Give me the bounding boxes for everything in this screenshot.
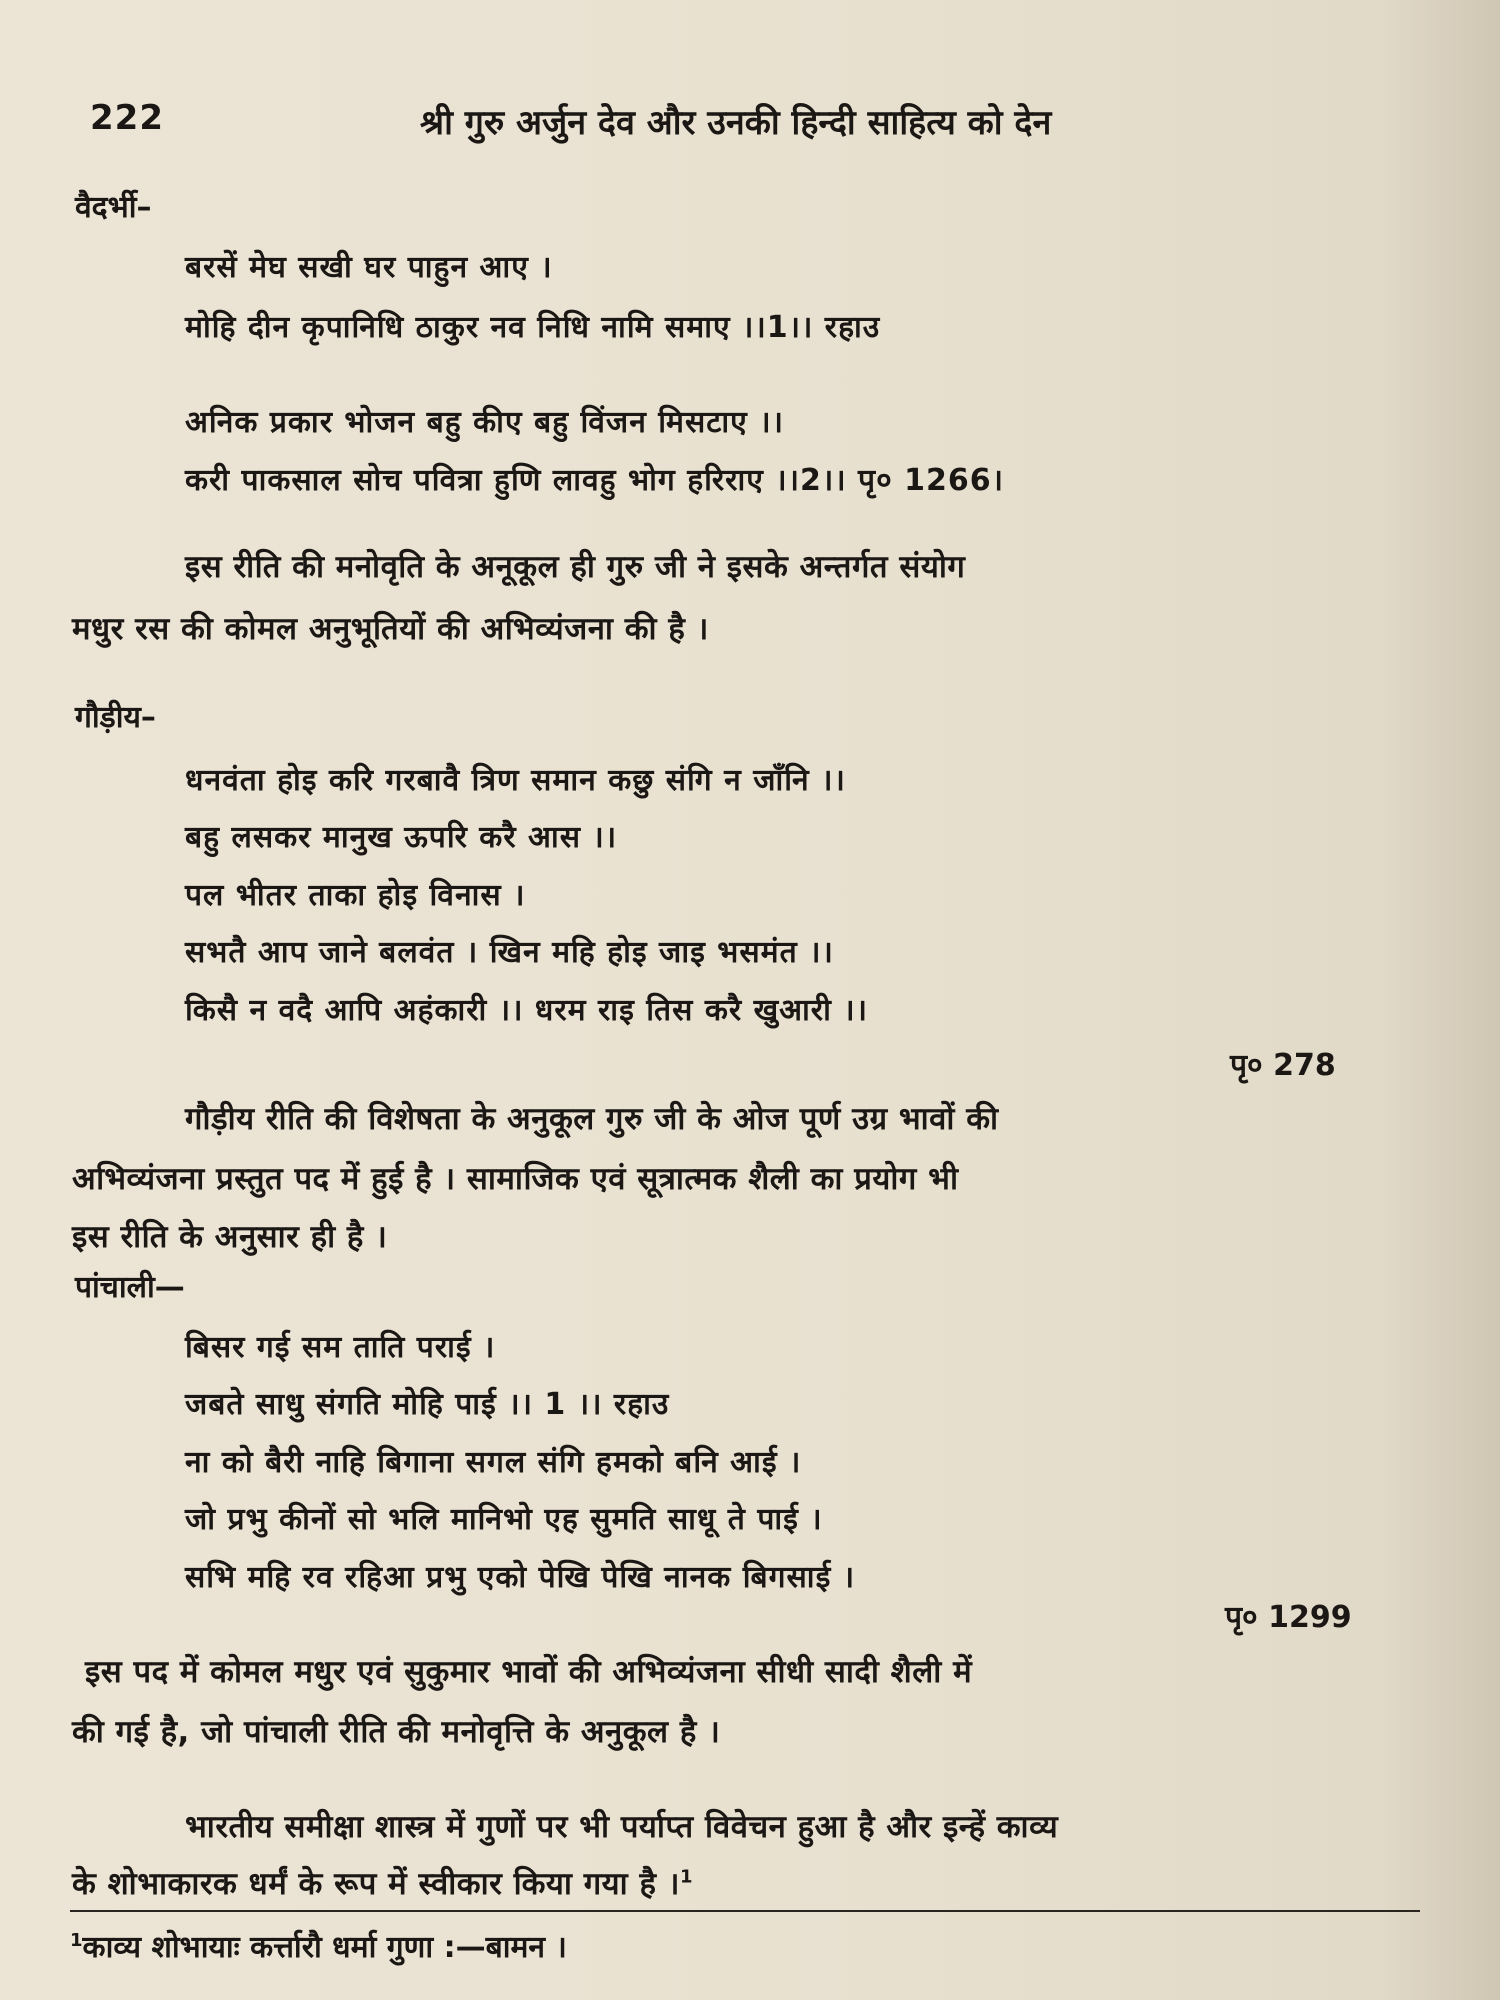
commentary-line: इस रीति की मनोवृति के अनूकूल ही गुरु जी ने इसके अन्तर्गत संयोग xyxy=(185,549,966,585)
running-title: श्री गुरु अर्जुन देव और उनकी हिन्दी साहित्य को देन xyxy=(420,103,1052,143)
page-reference: पृ० 278 xyxy=(1230,1048,1336,1083)
verse-line: करी पाकसाल सोच पवित्रा हुणि लावहु भोग हरिराए ।।2।। पृ० 1266। xyxy=(185,463,1005,498)
commentary-line: इस पद में कोमल मधुर एवं सुकुमार भावों की अभिव्यंजना सीधी सादी शैली में xyxy=(85,1654,973,1690)
section-label-panchali: पांचाली— xyxy=(75,1270,185,1305)
verse-line: जो प्रभु कीनों सो भलि मानिभो एह सुमति साधू ते पाई । xyxy=(185,1502,823,1537)
closing-line-text: के शोभाकारक धर्मं के रूप में स्वीकार किया गया है । xyxy=(72,1866,680,1902)
closing-line xyxy=(72,1862,693,1904)
verse-line: जबते साधु संगति मोहि पाई ।। 1 ।। रहाउ xyxy=(185,1387,670,1422)
verse-line: बहु लसकर मानुख ऊपरि करै आस ।। xyxy=(185,820,618,855)
commentary-line: अभिव्यंजना प्रस्तुत पद में हुई है । सामाजिक एवं सूत्रात्मक शैली का प्रयोग भी xyxy=(72,1161,959,1197)
section-label-vaidarbhi: वैदर्भी– xyxy=(75,190,152,225)
verse-line: सभि महि रव रहिआ प्रभु एको पेखि पेखि नानक बिगसाई । xyxy=(185,1560,856,1595)
commentary-line: गौड़ीय रीति की विशेषता के अनुकूल गुरु जी के ओज पूर्ण उग्र भावों की xyxy=(185,1101,999,1137)
verse-line: सभतै आप जाने बलवंत । खिन महि होइ जाइ भसमंत ।। xyxy=(185,935,834,970)
section-label-gaudiya: गौड़ीय– xyxy=(75,700,156,735)
verse-line: बिसर गई सम ताति पराई । xyxy=(185,1330,496,1365)
verse-line: किसै न वदै आपि अहंकारी ।। धरम राइ तिस करै खुआरी ।। xyxy=(185,993,869,1028)
footnote-marker: 1 xyxy=(680,1866,694,1888)
verse-line: पल भीतर ताका होइ विनास । xyxy=(185,878,526,913)
page-reference: पृ० 1299 xyxy=(1225,1600,1352,1635)
commentary-line: की गई है, जो पांचाली रीति की मनोवृत्ति के अनुकूल है । xyxy=(72,1714,721,1750)
footnote-divider xyxy=(70,1910,1420,1912)
footnote-text: काव्य शोभायाः कर्त्तारौ धर्मा गुणा :—बामन । xyxy=(82,1930,567,1965)
commentary-line: इस रीति के अनुसार ही है । xyxy=(72,1219,388,1255)
verse-line: बरसें मेघ सखी घर पाहुन आए । xyxy=(185,250,553,285)
commentary-line: मधुर रस की कोमल अनुभूतियों की अभिव्यंजना की है । xyxy=(72,611,709,647)
closing-line: भारतीय समीक्षा शास्त्र में गुणों पर भी पर्याप्त विवेचन हुआ है और इन्हें काव्य xyxy=(185,1809,1059,1845)
verse-line: ना को बैरी नाहि बिगाना सगल संगि हमको बनि आई । xyxy=(185,1445,802,1480)
footnote-number: 1 xyxy=(70,1930,83,1951)
footnote xyxy=(70,1925,567,1966)
verse-line: अनिक प्रकार भोजन बहु कीए बहु विंजन मिसटाए ।। xyxy=(185,405,784,440)
verse-line: धनवंता होइ करि गरबावै त्रिण समान कछु संगि न जाँनि ।। xyxy=(185,763,846,798)
page-number: 222 xyxy=(90,98,164,138)
verse-line: मोहि दीन कृपानिधि ठाकुर नव निधि नामि समाए ।।1।। रहाउ xyxy=(185,310,881,345)
page-header xyxy=(90,98,1440,148)
